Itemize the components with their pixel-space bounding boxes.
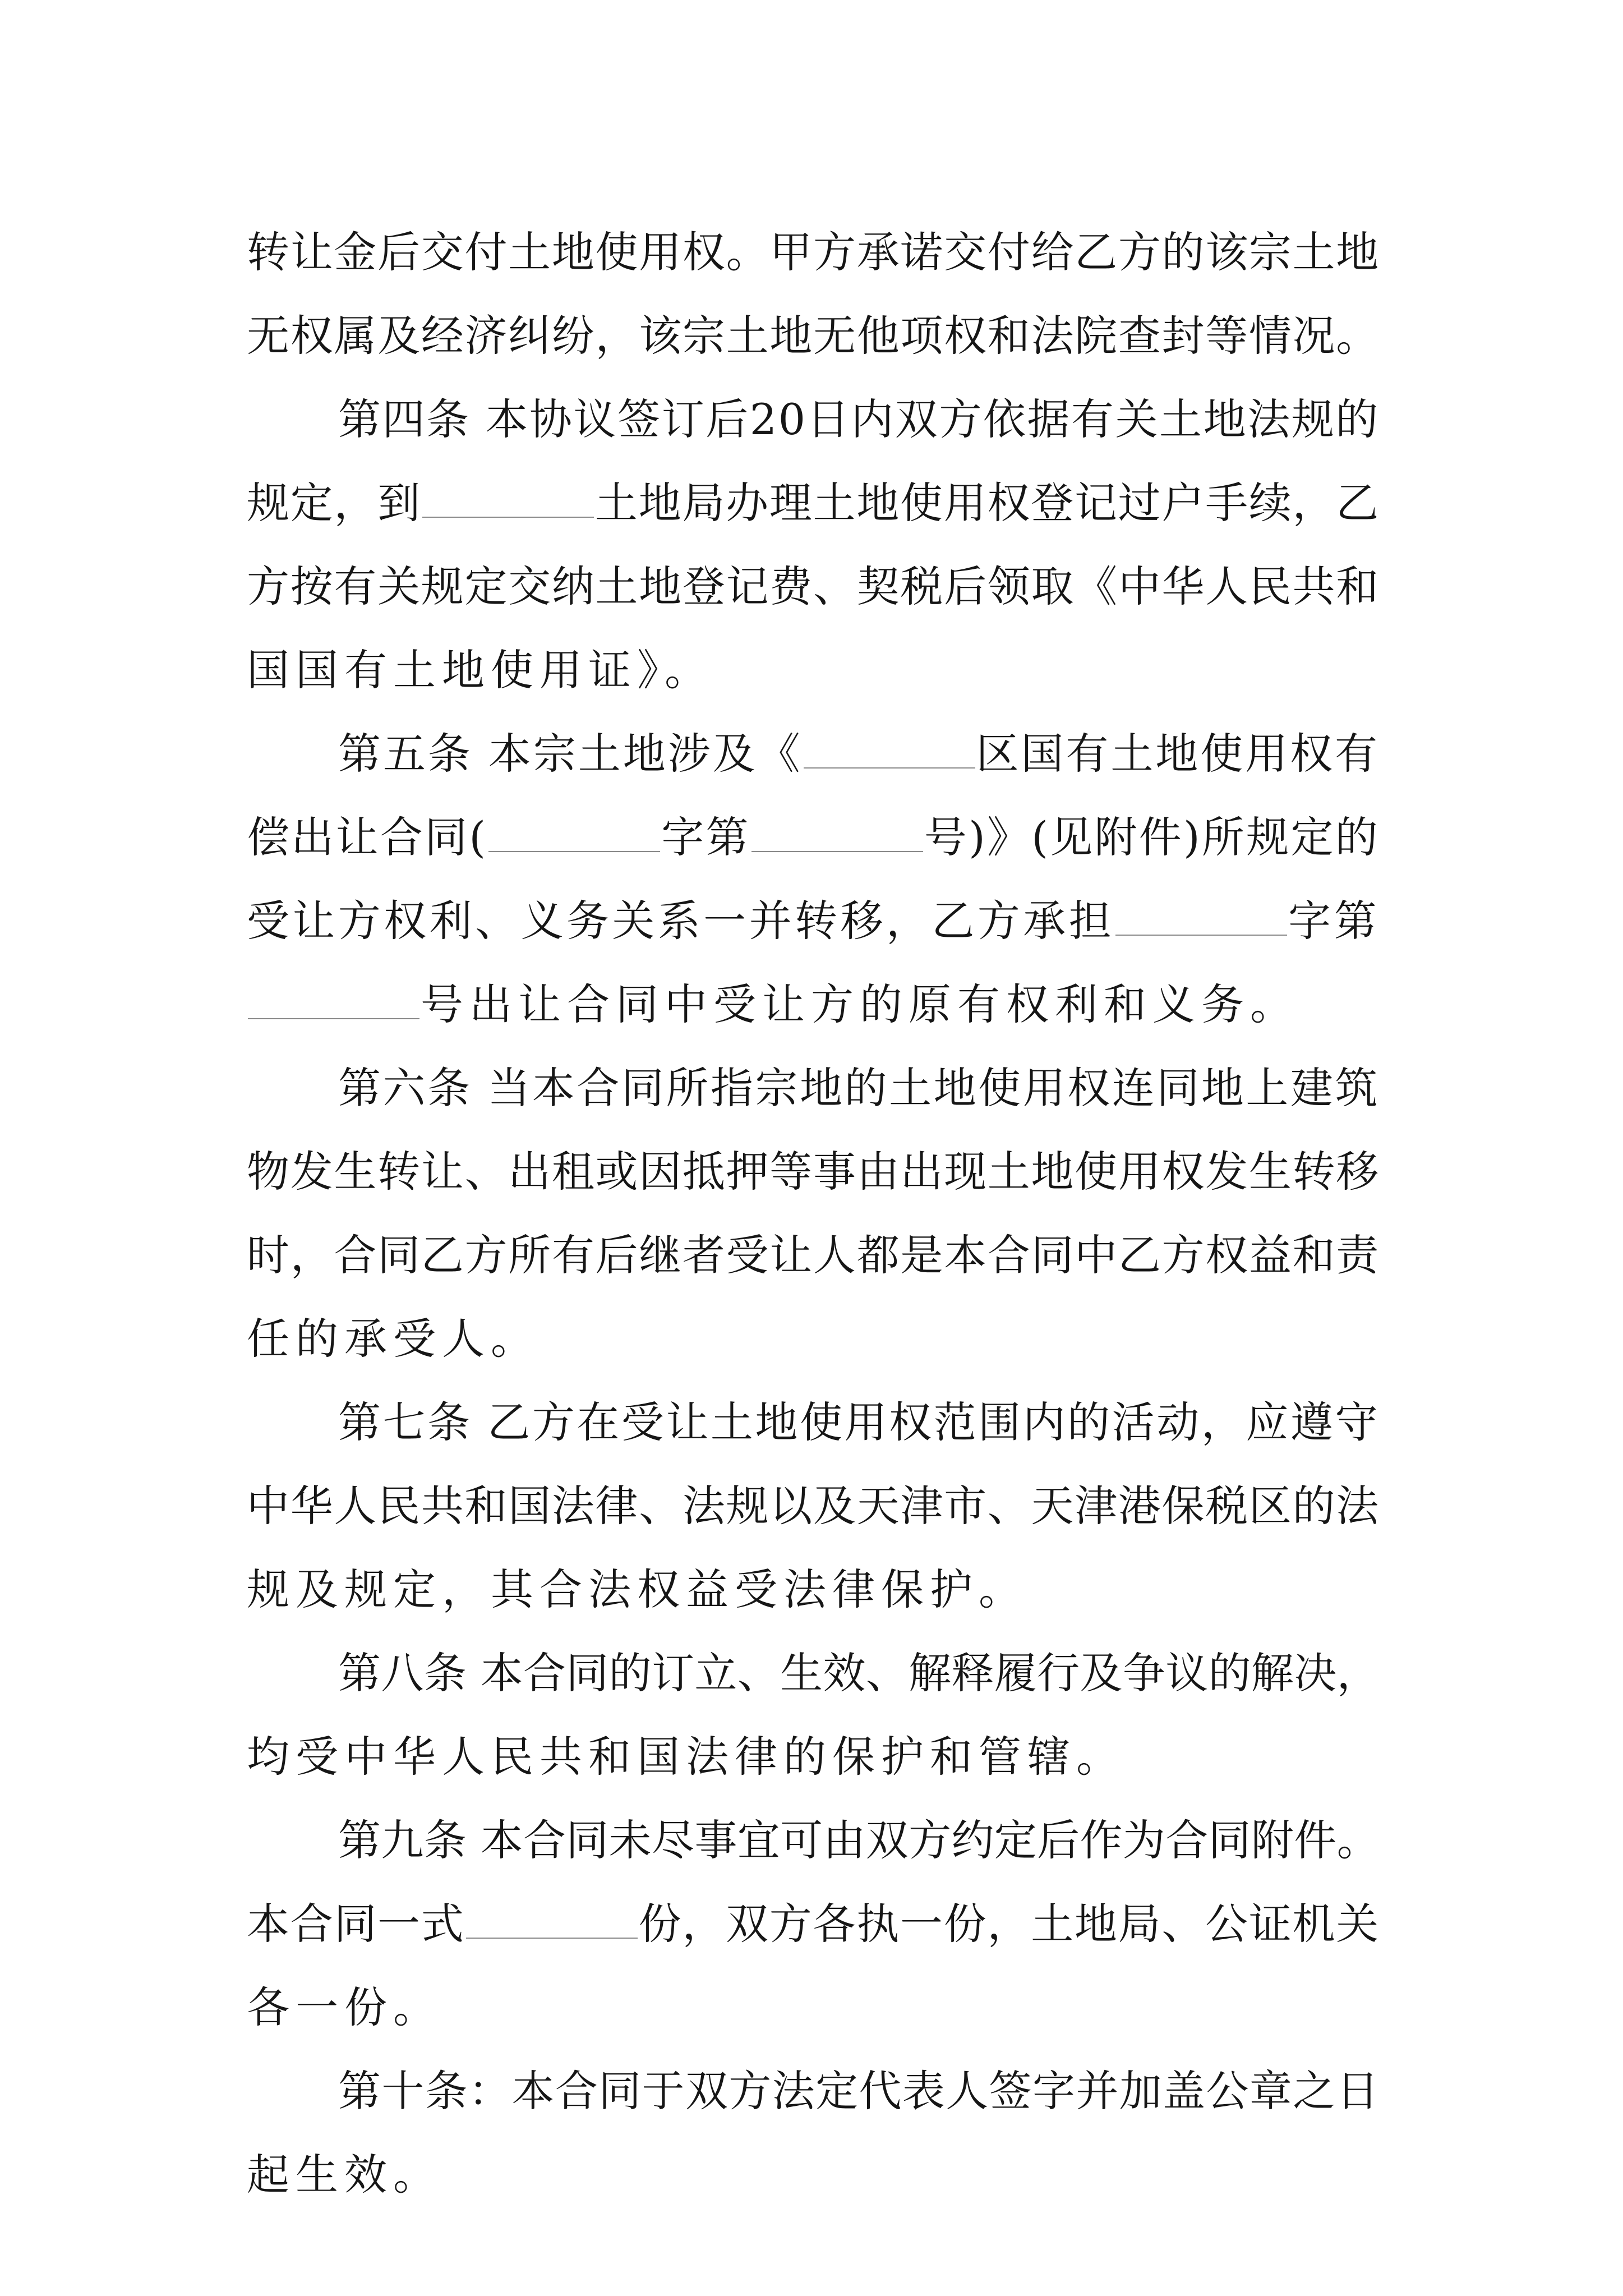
blank-field — [422, 477, 594, 518]
blank-field — [248, 979, 419, 1019]
text-line: 规及规定，其合法权益受法律保护。 — [247, 1565, 1027, 1614]
text-line: 起生效。 — [247, 2150, 442, 2200]
text-line: 偿出让合同( 字第 号)》(见附件)所规定的 — [247, 812, 1380, 862]
blank-field — [1115, 895, 1287, 936]
contract-body — [247, 210, 1380, 2216]
text-line: 第五条 本宗土地涉及《 区国有土地使用权有 — [338, 729, 1380, 779]
text-line: 转让金后交付土地使用权。甲方承诺交付给乙方的该宗土地 — [247, 227, 1380, 277]
text-line: 任的承受人。 — [247, 1314, 540, 1364]
text-line: 无权属及经济纠纷，该宗土地无他项权和法院查封等情况。 — [247, 311, 1380, 361]
text-line: 第六条 当本合同所指宗地的土地使用权连同地上建筑 — [338, 1063, 1380, 1113]
text-line: 第七条 乙方在受让土地使用权范围内的活动，应遵守 — [338, 1397, 1380, 1447]
text-line: 第九条 本合同未尽事宜可由双方约定后作为合同附件。 — [338, 1815, 1380, 1865]
text-line: 方按有关规定交纳土地登记费、契税后领取《中华人民共和 — [247, 562, 1380, 611]
text-line: 第八条 本合同的订立、生效、解释履行及争议的解决， — [338, 1648, 1380, 1698]
text-line: 国国有土地使用证》。 — [247, 645, 713, 695]
blank-field — [751, 812, 923, 852]
text-line: 第四条 本协议签订后20日内双方依据有关土地法规的 — [338, 394, 1380, 444]
text-line: 各一份。 — [247, 1982, 442, 2032]
text-line: 本合同一式 份，双方各执一份，土地局、公证机关 — [247, 1899, 1380, 1949]
blank-field — [488, 812, 660, 852]
text-line: 中华人民共和国法律、法规以及天津市、天津港保税区的法 — [247, 1481, 1380, 1531]
text-line: 号出让合同中受让方的原有权利和义务。 — [247, 963, 1380, 1046]
text-line: 规定，到 土地局办理土地使用权登记过户手续，乙 — [247, 478, 1380, 528]
text-line: 均受中华人民共和国法律的保护和管辖。 — [247, 1732, 1125, 1782]
text-line: 第十条：本合同于双方法定代表人签字并加盖公章之日 — [338, 2066, 1380, 2116]
blank-field — [804, 728, 975, 769]
text-line: 物发生转让、出租或因抵押等事由出现土地使用权发生转移 — [247, 1147, 1380, 1197]
text-line: 受让方权利、义务关系一并转移，乙方承担 字第 — [247, 896, 1380, 946]
blank-field — [466, 1898, 638, 1939]
text-line: 时，合同乙方所有后继者受让人都是本合同中乙方权益和责 — [247, 1230, 1380, 1280]
